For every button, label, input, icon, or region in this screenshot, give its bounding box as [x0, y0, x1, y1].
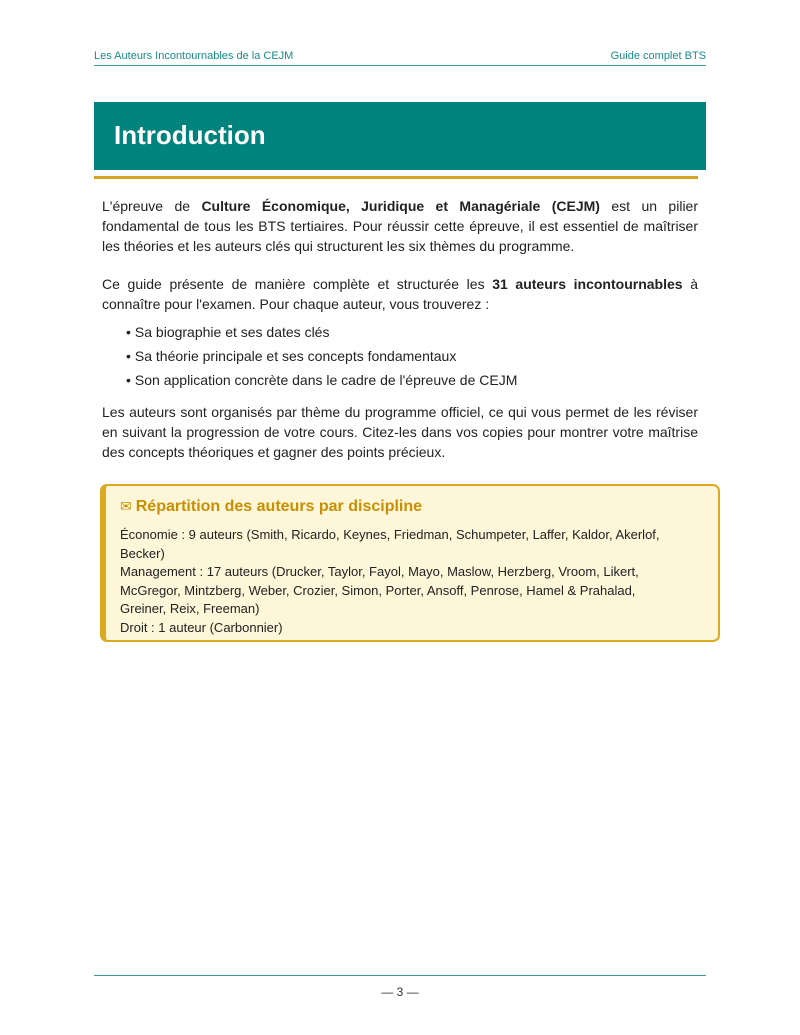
management-authors-line: Management : 17 auteurs (Drucker, Taylor, Fayol, Mayo, Maslow, Herzberg, Vroom, Likert, McGregor, Mintzberg, Weber, Crozier, Simon, Porter, Ansoff, Penrose, Hamel & Prahalad, Greiner, Reix, Freeman)	[120, 564, 639, 616]
economics-authors-line: Économie : 9 auteurs (Smith, Ricardo, Keynes, Friedman, Schumpeter, Laffer, Kaldor, Akerlof, Becker)	[120, 527, 660, 561]
discipline-breakdown-callout	[100, 484, 720, 642]
author-content-list	[126, 320, 517, 392]
section-title-banner	[94, 102, 706, 170]
envelope-icon: ✉	[120, 498, 132, 514]
law-authors-line: Droit : 1 auteur (Carbonnier)	[120, 619, 283, 635]
callout-title: ✉ Répartition des auteurs par discipline	[120, 498, 423, 515]
title-underline-divider	[94, 176, 698, 179]
header-guide-label: Guide complet BTS	[610, 50, 706, 62]
cejm-full-name: Culture Économique, Juridique et Managériale (CEJM)	[201, 198, 600, 214]
list-item: • Sa théorie principale et ses concepts fondamentaux	[126, 344, 517, 368]
section-title: Introduction	[114, 120, 266, 150]
list-item: • Son application concrète dans le cadre de l'épreuve de CEJM	[126, 368, 517, 392]
authors-count-highlight: 31 auteurs incontournables	[492, 276, 683, 292]
intro-paragraph-3: Les auteurs sont organisés par thème du programme officiel, ce qui vous permet de les réviser en suivant la progression de votre cours. Citez-les dans vos copies pour montrer votre maîtrise des concepts théoriques et gagner des points précieux.	[102, 404, 698, 460]
running-header	[94, 48, 706, 66]
header-document-title: Les Auteurs Incontournables de la CEJM	[94, 50, 294, 62]
list-item: • Sa biographie et ses dates clés	[126, 320, 517, 344]
intro-paragraph-2: Ce guide présente de manière complète et structurée les 31 auteurs incontournables à connaître pour l'examen. Pour chaque auteur, vous trouverez :	[102, 276, 698, 312]
intro-paragraph-1: L'épreuve de Culture Économique, Juridique et Managériale (CEJM) est un pilier fondamental de tous les BTS tertiaires. Pour réussir cette épreuve, il est essentiel de maîtriser les théories et les auteurs clés qui structurent les six thèmes du programme.	[102, 198, 698, 254]
page-number: — 3 —	[381, 985, 419, 999]
callout-body	[120, 526, 680, 637]
footer-divider	[94, 975, 706, 976]
